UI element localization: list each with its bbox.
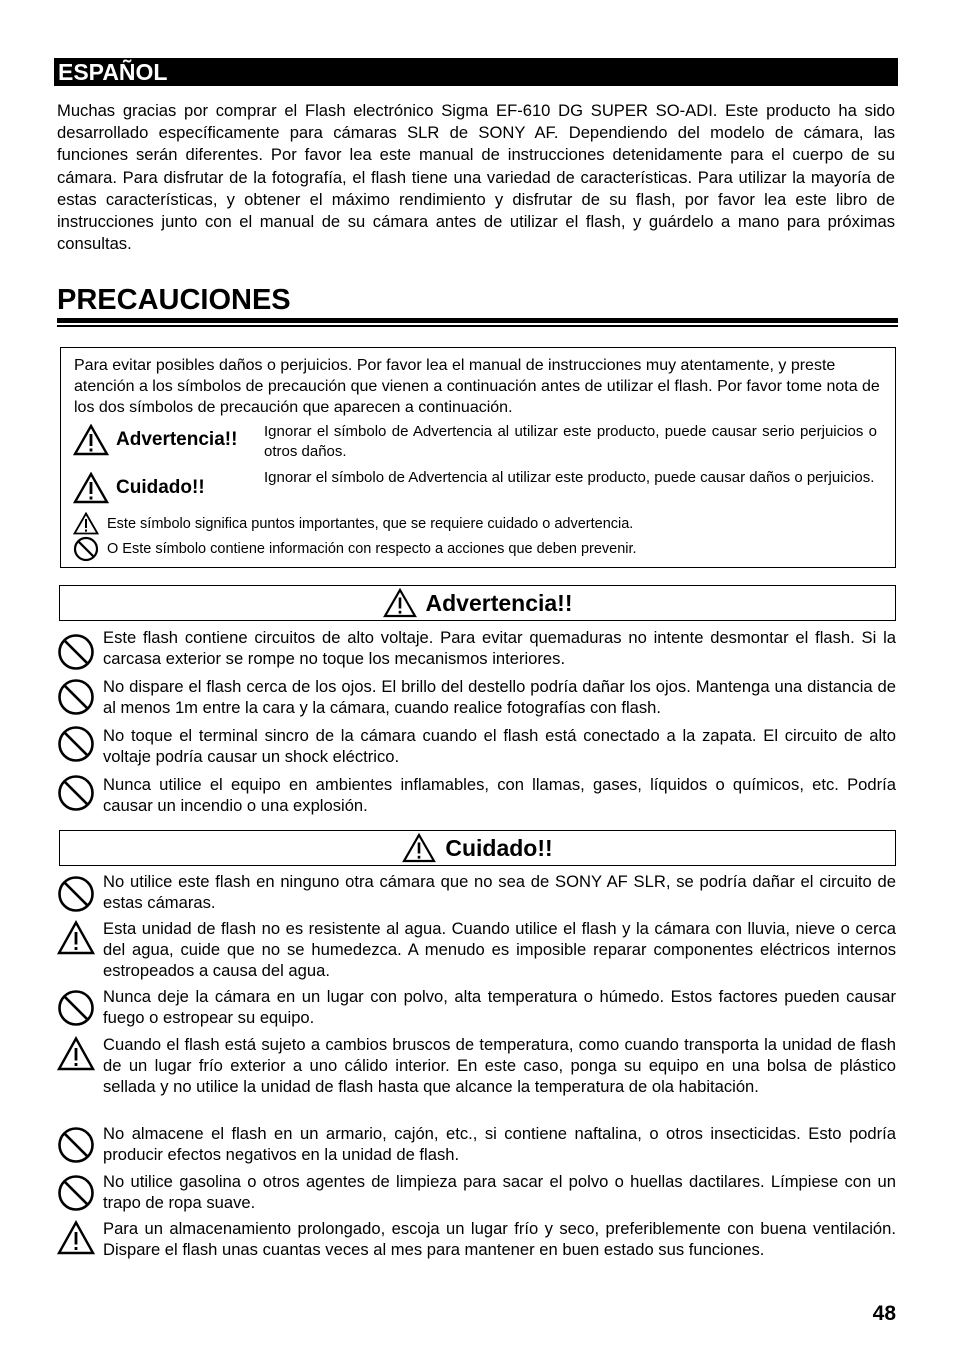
intro-paragraph: Muchas gracias por comprar el Flash electrónico Sigma EF-610 DG SUPER SO-ADI. Este producto ha sido desarrollado específicamente para cámaras SLR de SONY AF. Dependiendo del modelo de cámara, las funciones serán diferentes. Por favor lea este manual de instrucciones detenidamente para el cuerpo de su cámara. Para disfrutar de la fotografía, el flash tiene una variedad de características. Para utilizar la mayoría de estas características, y obtener el máximo rendimiento y disfrutar de su flash, por favor lea este libro de instrucciones junto con el manual de su cámara antes de utilizar el flash, y guárdelo a mano para próximas consultas. — [57, 101, 895, 254]
legend-caution-desc: Ignorar el símbolo de Advertencia al utilizar este producto, puede causar daños o perjuicios. — [264, 469, 875, 486]
warning-item-text: No dispare el flash cerca de los ojos. El brillo del destello podría dañar los ojos. Mantenga una distancia de al menos 1m entre la cara y la cámara, cuando realice fotografías con flash. — [103, 677, 896, 718]
warning-item — [57, 627, 896, 669]
prohibit-icon — [57, 678, 95, 716]
legend-caution-row — [73, 472, 205, 504]
caution-item — [57, 871, 896, 913]
warning-triangle-icon — [57, 920, 95, 956]
prohibit-icon — [57, 633, 95, 671]
warning-item-text: No toque el terminal sincro de la cámara cuando el flash está conectado a la zapata. El circuito de alto voltaje podría causar un shock eléctrico. — [103, 726, 896, 767]
prohibit-icon — [57, 725, 95, 763]
caution-banner — [59, 830, 896, 866]
prohibit-icon — [57, 1174, 95, 1212]
caution-item-text: No utilice gasolina o otros agentes de limpieza para sacar el polvo o huellas dactilares. Límpiese con un trapo de ropa suave. — [103, 1172, 896, 1213]
legend-warning-row — [73, 424, 237, 456]
section-title: PRECAUCIONES — [57, 284, 291, 316]
legend-warning-desc: Ignorar el símbolo de Advertencia al utilizar este producto, puede causar serio perjuicios o otros daños. — [264, 423, 877, 460]
title-rule-thin — [57, 325, 898, 327]
prohibit-icon — [57, 1126, 95, 1164]
warning-triangle-icon — [73, 512, 99, 535]
caution-item — [57, 1123, 896, 1165]
legend-warning-label: Advertencia!! — [116, 429, 238, 450]
warning-item — [57, 774, 896, 816]
legend-caution-label: Cuidado!! — [116, 477, 205, 498]
legend-triangle-note — [73, 512, 633, 535]
caution-item — [57, 1171, 896, 1213]
warning-item — [57, 725, 896, 767]
symbol-legend-box — [60, 347, 896, 568]
language-header: ESPAÑOL — [54, 58, 898, 86]
caution-item — [57, 918, 896, 982]
warning-item — [57, 676, 896, 718]
caution-item-text: No utilice este flash en ninguno otra cámara que no sea de SONY AF SLR, se podría dañar el circuito de estas cámaras. — [103, 872, 896, 913]
caution-item-text: Esta unidad de flash no es resistente al agua. Cuando utilice el flash y la cámara con lluvia, nieve o cerca del agua, cuide que no se humedezca. A menudo es imposible reparar componentes eléctricos internos estropeados a causa del agua. — [103, 919, 896, 981]
warning-banner-title: Advertencia!! — [425, 589, 573, 616]
caution-item — [57, 986, 896, 1028]
caution-item-text: Nunca deje la cámara en un lugar con polvo, alta temperatura o húmedo. Estos factores pueden causar fuego o estropear su equipo. — [103, 987, 896, 1028]
legend-intro: Para evitar posibles daños o perjuicios. Por favor lea el manual de instrucciones muy atentamente, y preste atención a los símbolos de precaución que vienen a continuación antes de utilizar el flash. Por favor tome nota de los dos símbolos de precaución que aparecen a continuación. — [74, 357, 880, 416]
prohibit-icon — [57, 875, 95, 913]
prohibit-icon — [57, 989, 95, 1027]
warning-banner — [59, 585, 896, 621]
triangle-note-text: Este símbolo significa puntos importantes, que se requiere cuidado o advertencia. — [107, 515, 634, 532]
warning-triangle-icon — [402, 833, 436, 863]
caution-item — [57, 1034, 896, 1098]
caution-item — [57, 1218, 896, 1260]
warning-item-text: Este flash contiene circuitos de alto voltaje. Para evitar quemaduras no intente desmontar el flash. Si la carcasa exterior se rompe no toque los mecanismos interiores. — [103, 628, 896, 669]
prohibit-note-text: O Este símbolo contiene información con respecto a acciones que deben prevenir. — [107, 541, 637, 557]
legend-prohibit-note — [73, 536, 637, 562]
warning-triangle-icon — [73, 472, 109, 504]
prohibit-icon — [57, 774, 95, 812]
page-number: 48 — [872, 1302, 896, 1325]
prohibit-icon — [73, 536, 99, 562]
warning-item-text: Nunca utilice el equipo en ambientes inflamables, con llamas, gases, líquidos o químicos, etc. Podría causar un incendio o una explosión. — [103, 775, 896, 816]
caution-item-text: Cuando el flash está sujeto a cambios bruscos de temperatura, como cuando transporta la unidad de flash de un lugar frío exterior a uno cálido interior. En este caso, ponga su equipo en una bolsa de plástico sellada y no utilice la unidad de flash hasta que alcance la temperatura de ola habitación. — [103, 1035, 896, 1097]
caution-item-text: Para un almacenamiento prolongado, escoja un lugar frío y seco, preferiblemente con buena ventilación. Dispare el flash unas cuantas veces al mes para mantener en buen estado sus funciones. — [103, 1219, 896, 1260]
caution-item-text: No almacene el flash en un armario, cajón, etc., si contiene naftalina, o otros insecticidas. Esto podría producir efectos negativos en la unidad de flash. — [103, 1124, 896, 1165]
title-rule-thick — [57, 318, 898, 323]
warning-triangle-icon — [383, 588, 417, 618]
caution-banner-title: Cuidado!! — [445, 834, 553, 861]
warning-triangle-icon — [57, 1036, 95, 1072]
warning-triangle-icon — [73, 424, 109, 456]
warning-triangle-icon — [57, 1220, 95, 1256]
